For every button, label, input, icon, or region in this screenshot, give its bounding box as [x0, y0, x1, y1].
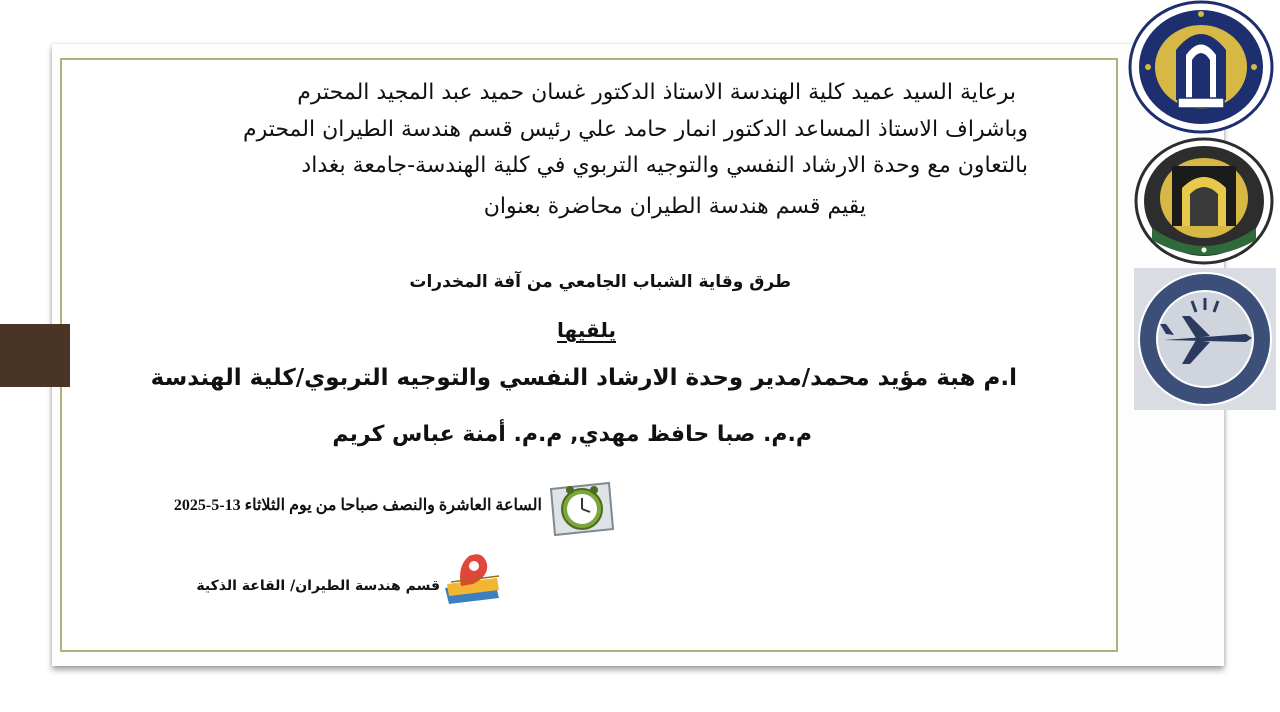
speaker-secondary: م.م. صبا حافظ مهدي, م.م. أمنة عباس كريم [332, 422, 812, 447]
event-time: الساعة العاشرة والنصف صباحا من يوم الثلاثاء 13-5-2025 [173, 497, 542, 514]
lecture-title: طرق وقاية الشباب الجامعي من آفة المخدرات [409, 272, 791, 292]
intro-line-cooperation: بالتعاون مع وحدة الارشاد النفسي والتوجيه التربوي في كلية الهندسة-جامعة بغداد [301, 153, 1028, 178]
content-frame [60, 58, 1118, 652]
speaker-primary: ا.م هبة مؤيد محمد/مدير وحدة الارشاد النفسي والتوجيه التربوي/كلية الهندسة [150, 365, 1017, 391]
speakers-label: يلقيها [557, 318, 616, 342]
aeronautical-department-logo [1134, 268, 1276, 410]
intro-line-announcement: يقيم قسم هندسة الطيران محاضرة بعنوان [483, 194, 866, 219]
side-tab-decoration [0, 324, 70, 387]
location-pin-icon [441, 548, 503, 604]
intro-line-supervision: وباشراف الاستاذ المساعد الدكتور انمار حامد علي رئيس قسم هندسة الطيران المحترم [242, 117, 1028, 142]
college-of-engineering-logo [1134, 136, 1274, 266]
university-of-baghdad-logo [1128, 0, 1274, 135]
alarm-clock-icon [543, 479, 615, 537]
intro-line-patronage: برعاية السيد عميد كلية الهندسة الاستاذ الدكتور غسان حميد عبد المجيد المحترم [297, 80, 1016, 105]
event-location: قسم هندسة الطيران/ القاعة الذكية [196, 578, 440, 594]
